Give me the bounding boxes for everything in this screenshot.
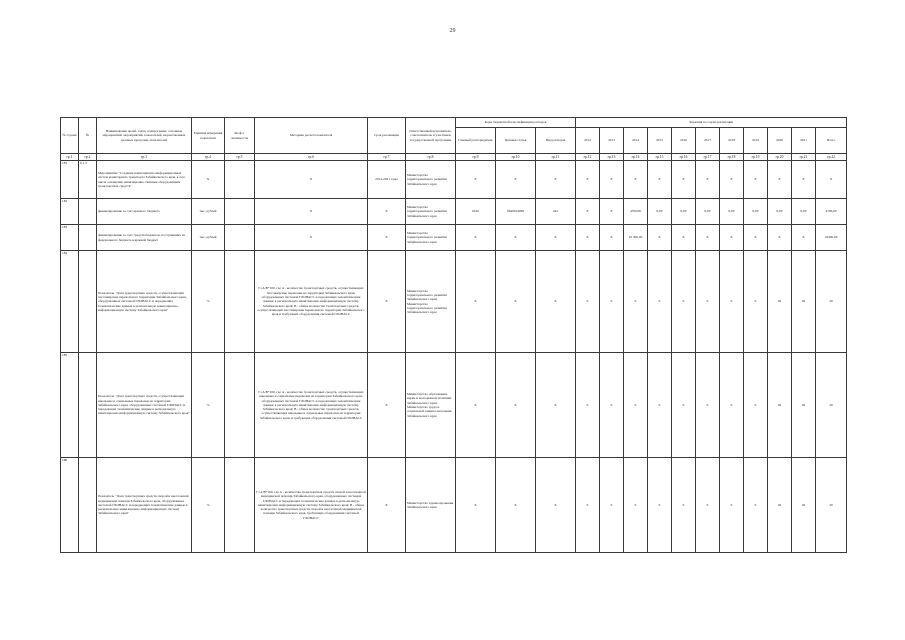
col-number: гр.12 [576, 154, 600, 161]
row-value: 20 [792, 353, 816, 458]
row-method: X [255, 225, 368, 251]
row-value: X [696, 161, 720, 199]
header-name: Наименование целей, задач, подпрограмм, основных мероприятий, мероприятий, показателей, ведомственных целевых программ, показателей [97, 118, 192, 154]
col-number: гр.16 [672, 154, 696, 161]
row-value: X [768, 161, 792, 199]
header-target-article: Целевая статья [496, 128, 536, 154]
col-number: гр.5 [225, 154, 255, 161]
row-period: 2014-2021 годы [368, 161, 406, 199]
row-unit: % [192, 251, 225, 353]
row-code [79, 458, 97, 553]
col-number: гр.8 [406, 154, 456, 161]
row-expense-type: X [536, 353, 576, 458]
row-target-article: X [496, 458, 536, 553]
row-period: X [368, 225, 406, 251]
row-value: 0,00 [720, 199, 744, 225]
header-method: Методика расчета показателя [255, 118, 368, 154]
col-number: гр.4 [192, 154, 225, 161]
header-period: Срок реализации [368, 118, 406, 154]
row-period: X [368, 251, 406, 353]
row-value: 0 [696, 458, 720, 553]
row-value: 20 [768, 353, 792, 458]
col-number: гр.11 [536, 154, 576, 161]
header-unit: Единица измерения показателя [192, 118, 225, 154]
col-number: гр.9 [456, 154, 496, 161]
row-value: 0 [600, 353, 624, 458]
col-number: гр.17 [696, 154, 720, 161]
row-value: 0 [696, 353, 720, 458]
row-grbs: X [456, 225, 496, 251]
header-expense-type: Вид расходов [536, 128, 576, 154]
header-budget-codes: Коды бюджетной классификации расходов [456, 118, 576, 128]
col-number: гр.19 [744, 154, 768, 161]
col-number: гр.1 [61, 154, 79, 161]
row-value: 20 [768, 251, 792, 353]
row-name: Показатель "Доля транспортных средств скорой и неотложной медицинской помощи Забайкальского края, оборудованных системой ГЛОНАСС и передающих телематические данные в региональную навигационно-информационную систему Забайкальского края" [97, 458, 192, 553]
header-year: 2016 [672, 128, 696, 154]
row-method: Г=А/В*100, где А - количество транспортных средств, осуществляющих школьные и социальные перевозки на территории Забайкальского края, оборудованных системой ГЛОНАСС и передающих телематические данные в региональную навигационно-информационную систему Забайкальского края; В - общее количество транспортных средств, осуществляющих школьные и социальные перевозки на территории Забайкальского края, и требующих оборудования системой ГЛОНАСС [255, 353, 368, 458]
row-name: Показатель "Доля транспортных средств, осуществляющих пассажирские перевозки на территории Забайкальского края, оборудованных системой ГЛОНАСС и передающих телематические данные в региональную навигационно-информационную систему Забайкальского края" [97, 251, 192, 353]
row-value: X [600, 225, 624, 251]
header-coef: Коэф-т значимости [225, 118, 255, 154]
row-value: 0,00 [648, 199, 672, 225]
col-number: гр.2 [79, 154, 97, 161]
row-value: 4700,00 [624, 199, 648, 225]
row-total: 20 [816, 458, 847, 553]
program-table-container [60, 117, 846, 551]
row-total: 20 [816, 251, 847, 353]
row-value: 0 [720, 353, 744, 458]
table-row [61, 225, 847, 251]
col-number: гр.18 [720, 154, 744, 161]
row-value: 0 [744, 353, 768, 458]
col-number: гр.15 [648, 154, 672, 161]
header-values-group: Значения по годам реализации [576, 118, 847, 128]
row-value: X [744, 161, 768, 199]
header-year: 2018 [720, 128, 744, 154]
row-value: 20 [792, 458, 816, 553]
row-total: X [816, 161, 847, 199]
header-total: Итого [816, 128, 847, 154]
row-number: 183 [61, 225, 79, 251]
row-name: финансирование за счет краевого бюджета [97, 199, 192, 225]
col-number: гр.7 [368, 154, 406, 161]
row-responsible: Министерство территориального развития Забайкальского края; Министерство территориального развития Забайкальского края [406, 251, 456, 353]
row-value: X [696, 225, 720, 251]
row-unit: тыс. рублей [192, 225, 225, 251]
row-code [79, 225, 97, 251]
row-expense-type: X [536, 161, 576, 199]
row-value: 0 [576, 251, 600, 353]
row-grbs: X [456, 353, 496, 458]
row-value: 0,00 [744, 199, 768, 225]
header-year: 2015 [648, 128, 672, 154]
row-name: финансирование за счет средств бюджетов, поступивших из федерального бюджета в краевой бюджет [97, 225, 192, 251]
row-expense-type: X [536, 458, 576, 553]
col-number: гр.10 [496, 154, 536, 161]
row-number: 185 [61, 353, 79, 458]
row-value: 0 [720, 458, 744, 553]
row-name: Показатель "Доля транспортных средств, осуществляющих школьные и социальные перевозки на территории Забайкальского края, оборудованных системой ГЛОНАСС и передающих телематические данные в региональную навигационно-информационную систему Забайкальского края" [97, 353, 192, 458]
table-row [61, 161, 847, 199]
row-value: X [648, 225, 672, 251]
header-year: 2013 [600, 128, 624, 154]
row-value: X [624, 161, 648, 199]
row-code [79, 251, 97, 353]
row-expense-type: 242 [536, 199, 576, 225]
row-coef [225, 458, 255, 553]
row-number: 184 [61, 251, 79, 353]
row-name: Мероприятие "Создание навигационно-информационных систем мониторинга транспорта Забайкальского края, в том числе оснащение навигационно-связным оборудованием транспортных средств" [97, 161, 192, 199]
row-value: 0,00 [672, 199, 696, 225]
table-row [61, 353, 847, 458]
row-value: X [672, 225, 696, 251]
col-number: гр.22 [816, 154, 847, 161]
row-method: X [255, 161, 368, 199]
row-unit: тыс. рублей [192, 199, 225, 225]
row-target-article: X [496, 251, 536, 353]
row-value: X [744, 225, 768, 251]
row-value: 0 [720, 251, 744, 353]
row-value: X [792, 161, 816, 199]
row-coef [225, 251, 255, 353]
row-value: 0 [600, 251, 624, 353]
row-value: 0 [672, 353, 696, 458]
row-value: 0 [624, 458, 648, 553]
row-method: X [255, 199, 368, 225]
row-method: Г=А/В*100, где А - количество транспортных средств скорой и неотложной медицинской помощи Забайкальского края, оборудованных системой ГЛОНАСС и передающих телематические данные в региональную навигационно-информационную систему Забайкальского края; В - общее количество транспортных средств скорой и неотложной медицинской помощи Забайкальского края, требующих оборудования системой ГЛОНАСС [255, 458, 368, 553]
row-coef [225, 225, 255, 251]
header-no: № [79, 118, 97, 154]
col-number: гр.13 [600, 154, 624, 161]
table-row [61, 199, 847, 225]
row-value: 0 [648, 458, 672, 553]
row-unit: % [192, 458, 225, 553]
row-value: X [768, 225, 792, 251]
row-expense-type: X [536, 225, 576, 251]
header-year: 2017 [696, 128, 720, 154]
row-value: 0 [696, 251, 720, 353]
row-value: X [576, 225, 600, 251]
header-year: 2021 [792, 128, 816, 154]
row-value: X [792, 225, 816, 251]
row-value: 0 [672, 458, 696, 553]
row-unit: % [192, 353, 225, 458]
row-total: 20 [816, 353, 847, 458]
row-value: X [648, 161, 672, 199]
row-value: X [576, 199, 600, 225]
row-period: X [368, 458, 406, 553]
program-table [60, 117, 847, 553]
col-number: гр.21 [792, 154, 816, 161]
table-row [61, 251, 847, 353]
row-value: 0 [744, 251, 768, 353]
row-period: X [368, 353, 406, 458]
header-grbs: Главный распорядитель [456, 128, 496, 154]
header-year: 2020 [768, 128, 792, 154]
col-number: гр.6 [255, 154, 368, 161]
column-number-row [61, 154, 847, 161]
row-responsible: Министерство территориального развития Забайкальского края [406, 161, 456, 199]
col-number: гр.20 [768, 154, 792, 161]
row-value: X [720, 225, 744, 251]
row-period: X [368, 199, 406, 225]
row-coef [225, 161, 255, 199]
header-year: 2019 [744, 128, 768, 154]
row-grbs: X [456, 251, 496, 353]
row-code [79, 199, 97, 225]
row-value: 0 [648, 353, 672, 458]
row-target-article: X [496, 225, 536, 251]
row-responsible: Министерство территориального развития Забайкальского края [406, 199, 456, 225]
col-number: гр.14 [624, 154, 648, 161]
row-value: X [576, 161, 600, 199]
row-coef [225, 199, 255, 225]
row-value: X [600, 199, 624, 225]
row-total: 16300,00 [816, 225, 847, 251]
header-year: 2014 [624, 128, 648, 154]
row-value: X [720, 161, 744, 199]
row-value: 0,00 [768, 199, 792, 225]
row-value: 0 [600, 458, 624, 553]
row-target-article: 0649104999 [496, 199, 536, 225]
row-value: 0,00 [696, 199, 720, 225]
page-number: 29 [449, 28, 456, 34]
header-responsible: Ответственный исполнитель, соисполнитель и участники государственной программы [406, 118, 456, 154]
row-responsible: Министерство территориального развития Забайкальского края [406, 225, 456, 251]
row-value: X [672, 161, 696, 199]
row-grbs: 0410 [456, 199, 496, 225]
row-number: 181 [61, 161, 79, 199]
row-number: 182 [61, 199, 79, 225]
row-responsible: Министерство образования, науки и молодежной политики Забайкальского края; Министерство труда и социальной защиты населения Забайкальского края [406, 353, 456, 458]
row-total: 4700,00 [816, 199, 847, 225]
header-row-no: № строки [61, 118, 79, 154]
row-value: 0 [576, 353, 600, 458]
header-year: 2012 [576, 128, 600, 154]
row-code [79, 353, 97, 458]
row-value: 0,00 [792, 199, 816, 225]
table-body [61, 161, 847, 553]
row-value: 0 [648, 251, 672, 353]
row-responsible: Министерство здравоохранения Забайкальского края [406, 458, 456, 553]
row-number: 186 [61, 458, 79, 553]
row-unit: X [192, 161, 225, 199]
row-value: 0 [576, 458, 600, 553]
row-value: 0 [624, 353, 648, 458]
row-value: X [600, 161, 624, 199]
row-value: 16 300,00 [624, 225, 648, 251]
row-coef [225, 353, 255, 458]
row-target-article: X [496, 353, 536, 458]
row-value: 0 [624, 251, 648, 353]
row-grbs: X [456, 458, 496, 553]
row-expense-type: X [536, 251, 576, 353]
row-value: 0 [744, 458, 768, 553]
row-method: Г=А/В*100, где А - количество транспортных средств, осуществляющих пассажирские перевозки на территории Забайкальского края, оборудованных системой ГЛОНАСС и передающих телематические данные в региональную навигационно-информационную систему Забайкальского края; В - общее количество транспортных средств, осуществляющих пассажирские перевозки на территории Забайкальского края и требующих оборудования системой ГЛОНАСС [255, 251, 368, 353]
row-value: 20 [792, 251, 816, 353]
row-grbs: X [456, 161, 496, 199]
row-value: 0 [672, 251, 696, 353]
row-value: 20 [768, 458, 792, 553]
table-row [61, 458, 847, 553]
row-target-article: X [496, 161, 536, 199]
row-code: 6.1.3 [79, 161, 97, 199]
col-number: гр.3 [97, 154, 192, 161]
